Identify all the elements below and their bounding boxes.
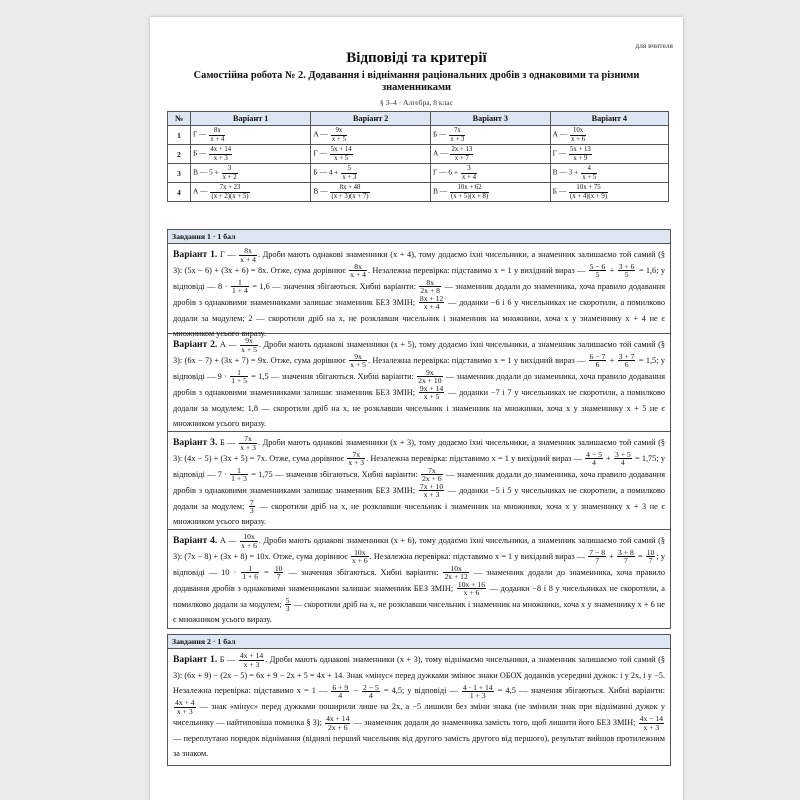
fraction [618, 263, 636, 279]
fraction [349, 353, 367, 369]
answer-letter: Б — [433, 129, 449, 139]
numerator: 8x [419, 279, 441, 287]
answer-fraction [330, 146, 353, 162]
variant-label: Варіант 1. [173, 654, 218, 665]
numerator: 4x + 14 [210, 146, 232, 154]
numerator: 5 − 6 [589, 262, 606, 272]
numerator: 10x + 16 [457, 579, 486, 589]
text-span: − [353, 686, 358, 696]
answer-letter: Г — 6 + [433, 167, 460, 177]
numerator: 4x + 4 [175, 698, 195, 708]
numerator: 9x [240, 337, 258, 345]
denominator: (x + 4)(x + 9) [569, 192, 608, 200]
denominator: 2x + 8 [420, 286, 440, 296]
numerator: 10x [570, 127, 586, 135]
answer-cell [311, 183, 431, 202]
task-1-variant-4: Варіант 4. А — $\frac{10x}{x + 6}$ . Дроби мають однакові знаменники (x + 6), тому додаємо їхні чисельники, а знаменник залишаємо той самий (§ 3): (7x − 8) + (3x + 8) = 10x. Отже, сума дорівнює $\frac{10x}{x + 6}$ . Незалежна перевірка: підставимо x = 1 у вихідний вираз — $\frac{7 - 8}{7}$ + $\frac{3 + 8}{7}$ = $\frac{10}{7}$ ; у відповіді — 10 · $\frac{1}{1 + 6}$ = $\frac{10}{7}$ — значення збігаються. Хибні варіанти: $\frac{10x}{2x + 12}$ — знаменник додали до знаменника, хоча правило додавання дробів з однаковими знаменниками залишає знаменник БЕЗ ЗМІН; $\frac{10x + 16}{x + 6}$ — доданки −8 і 8 у чисельниках не скоротили, а помилково додали за модулем; $\frac{5}{3}$ — скоротили дріб на x, не розклавши чисельник і знаменник на множники, хоча x у знаменнику x + 6 не є множником усього виразу. [173, 532, 666, 625]
fraction [417, 369, 442, 385]
fraction [230, 369, 248, 385]
fraction [585, 451, 603, 467]
table-row [168, 183, 669, 202]
denominator: 1 + 3 [469, 690, 486, 700]
numerator: 9x [331, 127, 347, 135]
text-span: — доданки −5 і 5 у чисельниках не скоротили, а помилково додали за модулем; [173, 485, 666, 511]
text-span: . Дроби мають однакові знаменники (x + 4), тому додаємо їхні чисельники, а знаменник залишаємо той самий (§ 3): (5x − 6) + (3x + 6) = 8x. Отже, сума дорівнює [173, 250, 666, 275]
answers-table [167, 111, 669, 202]
fraction [419, 483, 444, 499]
numerator: 7 [249, 497, 254, 507]
denominator: (x + 2)(x + 5) [211, 192, 249, 200]
denominator: 3 [249, 506, 254, 516]
denominator: x + 3 [176, 706, 193, 716]
numerator: 5x + 14 [330, 146, 352, 154]
numerator: 5x + 13 [570, 146, 591, 154]
text-span: — знаменник додали до знаменника, хоча правило додавання дробів з однаковими знаменниками залишає знаменник БЕЗ ЗМІН; [173, 281, 666, 307]
denominator: 1 + 6 [242, 572, 259, 582]
text-span: — знак «мінус» перед дужками поширили лише на 2x, а −5 лишили без зміни знака (не змінили знак при відніманні дужок у чисельнику — найтиповіша помилка § 3); [173, 702, 665, 728]
denominator: 2x + 12 [444, 572, 468, 582]
col-header-number: № [168, 112, 191, 126]
text-span: — доданки −7 і 7 у чисельниках не скоротили, а помилково додали за модулем; 1,8 — скоротили дріб на x, не розклавши чисельник і знаменник на множники, хоча x у знаменнику x + 5 не є множником усього виразу. [173, 387, 666, 428]
variant-label: Варіант 2. [173, 339, 218, 350]
denominator: x + 3 [348, 458, 365, 468]
denominator: x + 3 [243, 659, 260, 669]
numerator: 9x [417, 369, 442, 377]
numerator: 8x [349, 263, 367, 271]
table-row [168, 126, 669, 145]
answer-letter: Г — [552, 148, 568, 158]
denominator: x + 5 [334, 154, 349, 162]
numerator: 7 − 8 [589, 548, 606, 558]
col-header-variant-4: Варіант 4 [550, 112, 668, 126]
denominator: x + 5 [423, 392, 440, 402]
answer-letter: В — [433, 186, 450, 196]
fraction [421, 467, 443, 483]
col-header-variant-1: Варіант 1 [191, 112, 311, 126]
numerator: 10x [443, 565, 468, 573]
denominator: x + 6 [463, 588, 480, 598]
numerator: 7x [449, 127, 465, 135]
text-span: . Дроби мають однакові знаменники (x + 3), тому віднімаємо чисельники, а знаменник залишаємо той самий (§ 3): (6x + 9) − (2x − 5) = 6x + 9 − 2x + 5 = 4x + 14. Знак «мінус» перед дужками змінює знаки ОБОХ доданків усередині дужок: і у 2x, і у −5. Незалежна перевірка: підставимо x = 1 — [173, 655, 666, 696]
text-span: — скоротили дріб на x, не розклавши чисельник і знаменник на множники, хоча x у знаменнику x + 3 не є множником усього виразу. [173, 501, 665, 527]
numerator: 2x + 13 [451, 146, 473, 154]
answer-fraction [449, 127, 465, 143]
numerator: 7x + 10 [419, 481, 444, 491]
denominator: 4 [369, 690, 373, 700]
numerator: 2 − 5 [363, 682, 379, 692]
denominator: x + 7 [454, 154, 469, 162]
task-1-variant-1: Варіант 1. Г — $\frac{8x}{x + 4}$ . Дроби мають однакові знаменники (x + 4), тому додаємо їхні чисельники, а знаменник залишаємо той самий (§ 3): (5x − 6) + (3x + 6) = 8x. Отже, сума дорівнює $\frac{8x}{x + 4}$ . Незалежна перевірка: підставимо x = 1 у вихідний вираз — $\frac{5 - 6}{5}$ + $\frac{3 + 6}{5}$ = 1,6; у відповіді — 8 · $\frac{1}{1 + 4}$ = 1,6 — значення збігаються. Хибні варіанти: $\frac{8x}{2x + 8}$ — знаменник додали до знаменника, хоча правило додавання дробів з однаковими знаменниками залишає знаменник БЕЗ ЗМІН; $\frac{8x + 12}{x + 4}$ — доданки −6 і 6 у чисельниках не скоротили, а помилково додали за модулем; 2 — скоротили дріб на x, не розклавши чисельник і знаменник на множники, хоча x у знаменнику x + 4 не є множником усього виразу. [168, 244, 670, 334]
fraction [462, 684, 494, 700]
answer-fraction [330, 184, 369, 200]
answer-letter: А — [552, 129, 570, 139]
denominator: x + 4 [423, 302, 440, 312]
task-1-variant-3: Варіант 3. Б — $\frac{7x}{x + 3}$ . Дроби мають однакові знаменники (x + 3), тому додаємо їхні чисельники, а знаменник залишаємо той самий (§ 3): (4x − 5) + (3x + 5) = 7x. Отже, сума дорівнює $\frac{7x}{x + 3}$ . Незалежна перевірка: підставимо x = 1 у вихідний вираз — $\frac{4 - 5}{4}$ + $\frac{3 + 5}{4}$ = 1,75; у відповіді — 7 · $\frac{1}{1 + 3}$ = 1,75 — значення збігаються. Хибні варіанти: $\frac{7x}{2x + 6}$ — знаменник додали до знаменника, хоча правило додавання дробів з однаковими знаменниками залишає знаменник БЕЗ ЗМІН; $\frac{7x + 10}{x + 3}$ — доданки −5 і 5 у чисельниках не скоротили, а помилково додали за модулем; $\frac{7}{3}$ — скоротили дріб на x, не розклавши чисельник і знаменник на множники, хоча x у знаменнику x + 3 не є множником усього виразу. [168, 432, 670, 530]
numerator: 10x + 75 [569, 184, 608, 192]
numerator: 3 [461, 165, 477, 173]
denominator: x + 5 [582, 173, 597, 181]
answer-fraction [570, 127, 586, 143]
denominator: 1 + 5 [231, 376, 247, 386]
text-span: . Незалежна перевірка: підставимо x = 1 у вихідний вираз — [369, 551, 586, 561]
numerator: 10x + 62 [450, 184, 489, 192]
fraction [249, 499, 255, 515]
text-span: — скоротили дріб на x, не розклавши чисельник і знаменник на множники, хоча x у знаменнику x + 6 не є множником усього виразу. [173, 599, 665, 625]
answer-fraction [569, 146, 592, 162]
fraction [349, 263, 367, 279]
answer-cell [550, 145, 668, 164]
denominator: 5 [624, 270, 629, 280]
answer-fraction [341, 165, 357, 181]
text-span: = 1,5 — значення збігаються. Хибні варіанти: [251, 371, 414, 381]
fraction [457, 581, 486, 597]
answer-cell [550, 183, 668, 202]
row-number: 1 [168, 126, 191, 145]
denominator: x + 6 [241, 540, 257, 550]
answer-sheet-page [150, 17, 683, 800]
numerator: 3 + 5 [614, 450, 631, 460]
numerator: 3 + 8 [618, 548, 634, 558]
numerator: 6 + 9 [332, 682, 349, 692]
answer-fraction [210, 184, 249, 200]
text-span: = 1,75 — значення збігаються. Хибні варіанти: [251, 469, 418, 479]
answer-fraction [581, 165, 597, 181]
numerator: 1 [230, 369, 248, 377]
text-span: — знаменник додали до знаменника, хоча правило додавання дробів з однаковими знаменниками залишає знаменник БЕЗ ЗМІН; [173, 469, 666, 495]
answers-table-body [168, 126, 669, 202]
text-span: = 4,5 — значення збігаються. Хибні варіанти: [497, 686, 666, 696]
fraction [241, 565, 259, 581]
denominator: x + 5 [331, 135, 346, 143]
numerator: 3 + 6 [618, 262, 635, 272]
task-2-header: Завдання 2 · 1 бал [168, 635, 670, 649]
fraction [239, 435, 257, 451]
numerator: 5 [341, 165, 357, 173]
answer-cell [550, 126, 668, 145]
answer-letter: Б — 4 + [313, 167, 341, 177]
text-span: = 1,6; у відповіді — 8 · [173, 265, 666, 291]
numerator: 10x [240, 533, 258, 541]
denominator: 6 [624, 360, 629, 370]
denominator: x + 3 [240, 442, 256, 452]
numerator: 1 [231, 279, 249, 287]
row-number: 2 [168, 145, 191, 164]
denominator: 1 + 4 [231, 286, 248, 296]
row-number: 4 [168, 183, 191, 202]
answer-fraction [569, 184, 608, 200]
fraction [419, 279, 441, 295]
answer-cell [191, 126, 311, 145]
fraction [589, 353, 607, 369]
fraction [239, 247, 257, 263]
numerator: 4 · 1 + 14 [462, 682, 493, 692]
fraction [617, 549, 635, 565]
numerator: 9x + 14 [419, 383, 444, 393]
denominator: x + 6 [351, 556, 368, 566]
denominator: x + 6 [571, 135, 586, 143]
text-span: — значення збігаються. Хибні варіанти: [288, 567, 439, 577]
denominator: (x + 3)(x + 7) [331, 192, 369, 200]
denominator: x + 2 [222, 173, 237, 181]
text-span: . Дроби мають однакові знаменники (x + 5), тому додаємо їхні чисельники, а знаменник залишаємо той самий (§ 3): (6x − 7) + (3x + 7) = 9x. Отже, сума дорівнює [173, 340, 666, 365]
answer-fraction [209, 146, 232, 162]
numerator: 7x [239, 435, 257, 443]
numerator: 4x + 14 [326, 714, 350, 724]
numerator: 8x + 12 [419, 293, 444, 303]
answer-letter: Б — [552, 186, 568, 196]
section-meta: § 3–4 · Алгебра, 8 клас [380, 98, 453, 107]
answer-cell [431, 126, 551, 145]
fraction [589, 263, 607, 279]
fraction [646, 549, 656, 565]
numerator: 4x + 14 [239, 651, 264, 661]
numerator: 4x − 14 [639, 714, 664, 724]
variant-label: Варіант 3. [173, 437, 218, 448]
answer-cell [550, 164, 668, 183]
audience-note: для вчителя [635, 41, 673, 50]
answer-cell [311, 164, 431, 183]
numerator: 7x + 23 [210, 184, 249, 192]
variant-label: Варіант 1. [173, 249, 218, 260]
answer-letter: Г — [193, 129, 209, 139]
denominator: 7 [648, 556, 653, 566]
fraction [639, 715, 664, 731]
page-subtitle: Самостійна робота № 2. Додавання і віднімання раціональних дробів з однаковими та різними знаменниками [193, 70, 640, 93]
fraction [231, 279, 249, 295]
numerator: 8x [209, 127, 225, 135]
fraction [351, 549, 369, 565]
denominator: x + 3 [342, 173, 357, 181]
text-span: . Дроби мають однакові знаменники (x + 6), тому додаємо їхні чисельники, а знаменник залишаємо той самий (§ 3): (7x − 8) + (3x + 8) = 10x. Отже, сума дорівнює [173, 536, 666, 561]
numerator: 4 − 5 [586, 450, 602, 460]
answer-letter: А — [313, 129, 330, 139]
denominator: x + 3 [450, 135, 465, 143]
denominator: 4 [620, 458, 625, 468]
answer-cell [191, 183, 311, 202]
row-number: 3 [168, 164, 191, 183]
answer-cell [191, 164, 311, 183]
denominator: 3 [285, 604, 290, 614]
fraction [325, 715, 350, 731]
denominator: x + 4 [350, 270, 366, 280]
text-span: — доданки −8 і 8 у чисельниках не скоротили, а помилково додали за модулем; [173, 583, 665, 609]
answer-cell [431, 183, 551, 202]
fraction [274, 565, 284, 581]
denominator: x + 9 [573, 154, 588, 162]
page-title: Відповіді та критерії [346, 50, 487, 66]
text-span: А — [219, 340, 237, 349]
answer-cell [311, 126, 431, 145]
numerator: 4 [581, 165, 597, 173]
answer-letter: А — [193, 186, 210, 196]
text-span: Г — [219, 250, 236, 259]
denominator: x + 3 [643, 722, 660, 732]
text-span: Б — [219, 438, 236, 447]
numerator: 6 − 7 [589, 352, 606, 362]
denominator: x + 3 [423, 490, 440, 500]
text-span: А — [219, 536, 237, 545]
answer-letter: В — 3 + [552, 167, 581, 177]
text-span: = 1,5; у відповіді — 9 · [173, 355, 666, 381]
col-header-variant-3: Варіант 3 [431, 112, 551, 126]
fraction [230, 467, 248, 483]
answer-fraction [222, 165, 238, 181]
denominator: x + 4 [461, 173, 476, 181]
variant-label: Варіант 4. [173, 535, 218, 546]
answer-letter: А — [433, 148, 450, 158]
fraction [618, 353, 636, 369]
denominator: x + 4 [240, 254, 256, 264]
fraction [588, 549, 606, 565]
numerator: 10 [646, 548, 655, 558]
fraction [419, 295, 444, 311]
denominator: 2x + 10 [418, 376, 442, 386]
fraction [285, 597, 291, 613]
denominator: 7 [623, 556, 628, 566]
denominator: x + 3 [213, 154, 228, 162]
answer-letter: В — [313, 186, 330, 196]
denominator: 1 + 3 [231, 474, 247, 484]
denominator: x + 5 [350, 360, 366, 370]
denominator: 2x + 6 [327, 722, 348, 732]
text-span: . Незалежна перевірка: підставимо x = 1 у вихідний вираз — [367, 265, 586, 275]
numerator: 3 [222, 165, 238, 173]
numerator: 5 [285, 595, 290, 605]
numerator: 1 [241, 565, 259, 573]
text-span: = 1,75; у відповіді — 7 · [173, 453, 665, 479]
fraction [614, 451, 632, 467]
numerator: 3 + 7 [618, 352, 635, 362]
text-span: Б — [219, 655, 236, 664]
fraction [240, 533, 258, 549]
text-span: ; у відповіді — 10 · [173, 551, 666, 577]
task-1-block [167, 229, 671, 629]
numerator: 7x [347, 451, 365, 459]
denominator: 4 [338, 690, 343, 700]
text-span: — знаменник додали до знаменника, хоча правило додавання дробів з однаковими знаменниками залишає знаменник БЕЗ ЗМІН; [173, 567, 666, 593]
text-span: . Дроби мають однакові знаменники (x + 3), тому додаємо їхні чисельники, а знаменник залишаємо той самий (§ 3): (4x − 5) + (3x + 5) = 7x. Отже, сума дорівнює [173, 438, 666, 463]
denominator: 4 [592, 458, 596, 468]
fraction [174, 699, 196, 715]
numerator: 1 [230, 467, 248, 475]
answer-cell [431, 164, 551, 183]
task-1-variant-2: Варіант 2. А — $\frac{9x}{x + 5}$ . Дроби мають однакові знаменники (x + 5), тому додаємо їхні чисельники, а знаменник залишаємо той самий (§ 3): (6x − 7) + (3x + 7) = 9x. Отже, сума дорівнює $\frac{9x}{x + 5}$ . Незалежна перевірка: підставимо x = 1 у вихідний вираз — $\frac{6 - 7}{6}$ + $\frac{3 + 7}{6}$ = 1,5; у відповіді — 9 · $\frac{1}{1 + 5}$ = 1,5 — значення збігаються. Хибні варіанти: $\frac{9x}{2x + 10}$ — знаменник додали до знаменника, хоча правило додавання дробів з однаковими знаменниками залишає знаменник БЕЗ ЗМІН; $\frac{9x + 14}{x + 5}$ — доданки −7 і 7 у чисельниках не скоротили, а помилково додали за модулем; 1,8 — скоротили дріб на x, не розклавши чисельник і знаменник на множники, хоча x у знаменнику x + 5 не є множником усього виразу. [168, 334, 670, 432]
task-2-block [167, 634, 671, 766]
answer-cell [311, 145, 431, 164]
denominator: 5 [595, 270, 600, 280]
table-row [168, 164, 669, 183]
answer-letter: Г — [313, 148, 329, 158]
text-span: = 4,5; у відповіді — [383, 686, 458, 696]
numerator: 8x + 48 [330, 184, 369, 192]
fraction [239, 652, 264, 668]
text-span: — знаменник додали до знаменника, хоча правило додавання дробів з однаковими знаменниками залишає знаменник БЕЗ ЗМІН; [173, 371, 666, 397]
denominator: x + 5 [241, 344, 257, 354]
answer-fraction [450, 146, 473, 162]
text-span: — переплутано порядок віднімання (віднялі перший чисельник від другого замість другого від першого), результат вийшов протилежним за знаком. [173, 733, 665, 759]
numerator: 10 [274, 564, 283, 574]
denominator: 6 [595, 360, 600, 370]
numerator: 7x [421, 467, 443, 475]
text-span: . Незалежна перевірка: підставимо x = 1 у вихідний вираз — [367, 355, 586, 365]
denominator: x + 4 [210, 135, 225, 143]
fraction [362, 684, 380, 700]
text-span: — доданки −6 і 6 у чисельниках не скоротили, а помилково додали за модулем; 2 — скоротили дріб на x, не розклавши чисельник і знаменник на множники, хоча x у знаменнику x + 4 не є множником усього виразу. [173, 297, 666, 338]
denominator: 7 [595, 556, 600, 566]
table-row [168, 145, 669, 164]
answer-fraction [331, 127, 347, 143]
text-span: — знаменник додали до знаменника замість того, щоб лишити його БЕЗ ЗМІН; [353, 718, 636, 728]
task-1-header: Завдання 1 · 1 бал [168, 230, 670, 244]
denominator: (x + 5)(x + 8) [451, 192, 489, 200]
numerator: 8x [239, 247, 257, 255]
fraction [331, 684, 349, 700]
answer-fraction [450, 184, 489, 200]
task-2-variant-1 [168, 649, 670, 764]
col-header-variant-2: Варіант 2 [311, 112, 431, 126]
numerator: 9x [349, 353, 367, 361]
answer-cell [431, 145, 551, 164]
fraction [240, 337, 258, 353]
denominator: 7 [276, 572, 281, 582]
fraction [347, 451, 365, 467]
answer-fraction [461, 165, 477, 181]
fraction [419, 385, 444, 401]
answer-fraction [209, 127, 225, 143]
answer-cell [191, 145, 311, 164]
text-span: = 1,6 — значення збігаються. Хибні варіанти: [252, 281, 416, 291]
answer-letter: В — 5 + [193, 167, 221, 177]
fraction [443, 565, 468, 581]
numerator: 10x [351, 549, 369, 557]
text-span: . Незалежна перевірка: підставимо x = 1 у вихідний вираз — [366, 453, 582, 463]
answer-letter: Б — [193, 148, 209, 158]
denominator: 2x + 6 [422, 474, 442, 484]
